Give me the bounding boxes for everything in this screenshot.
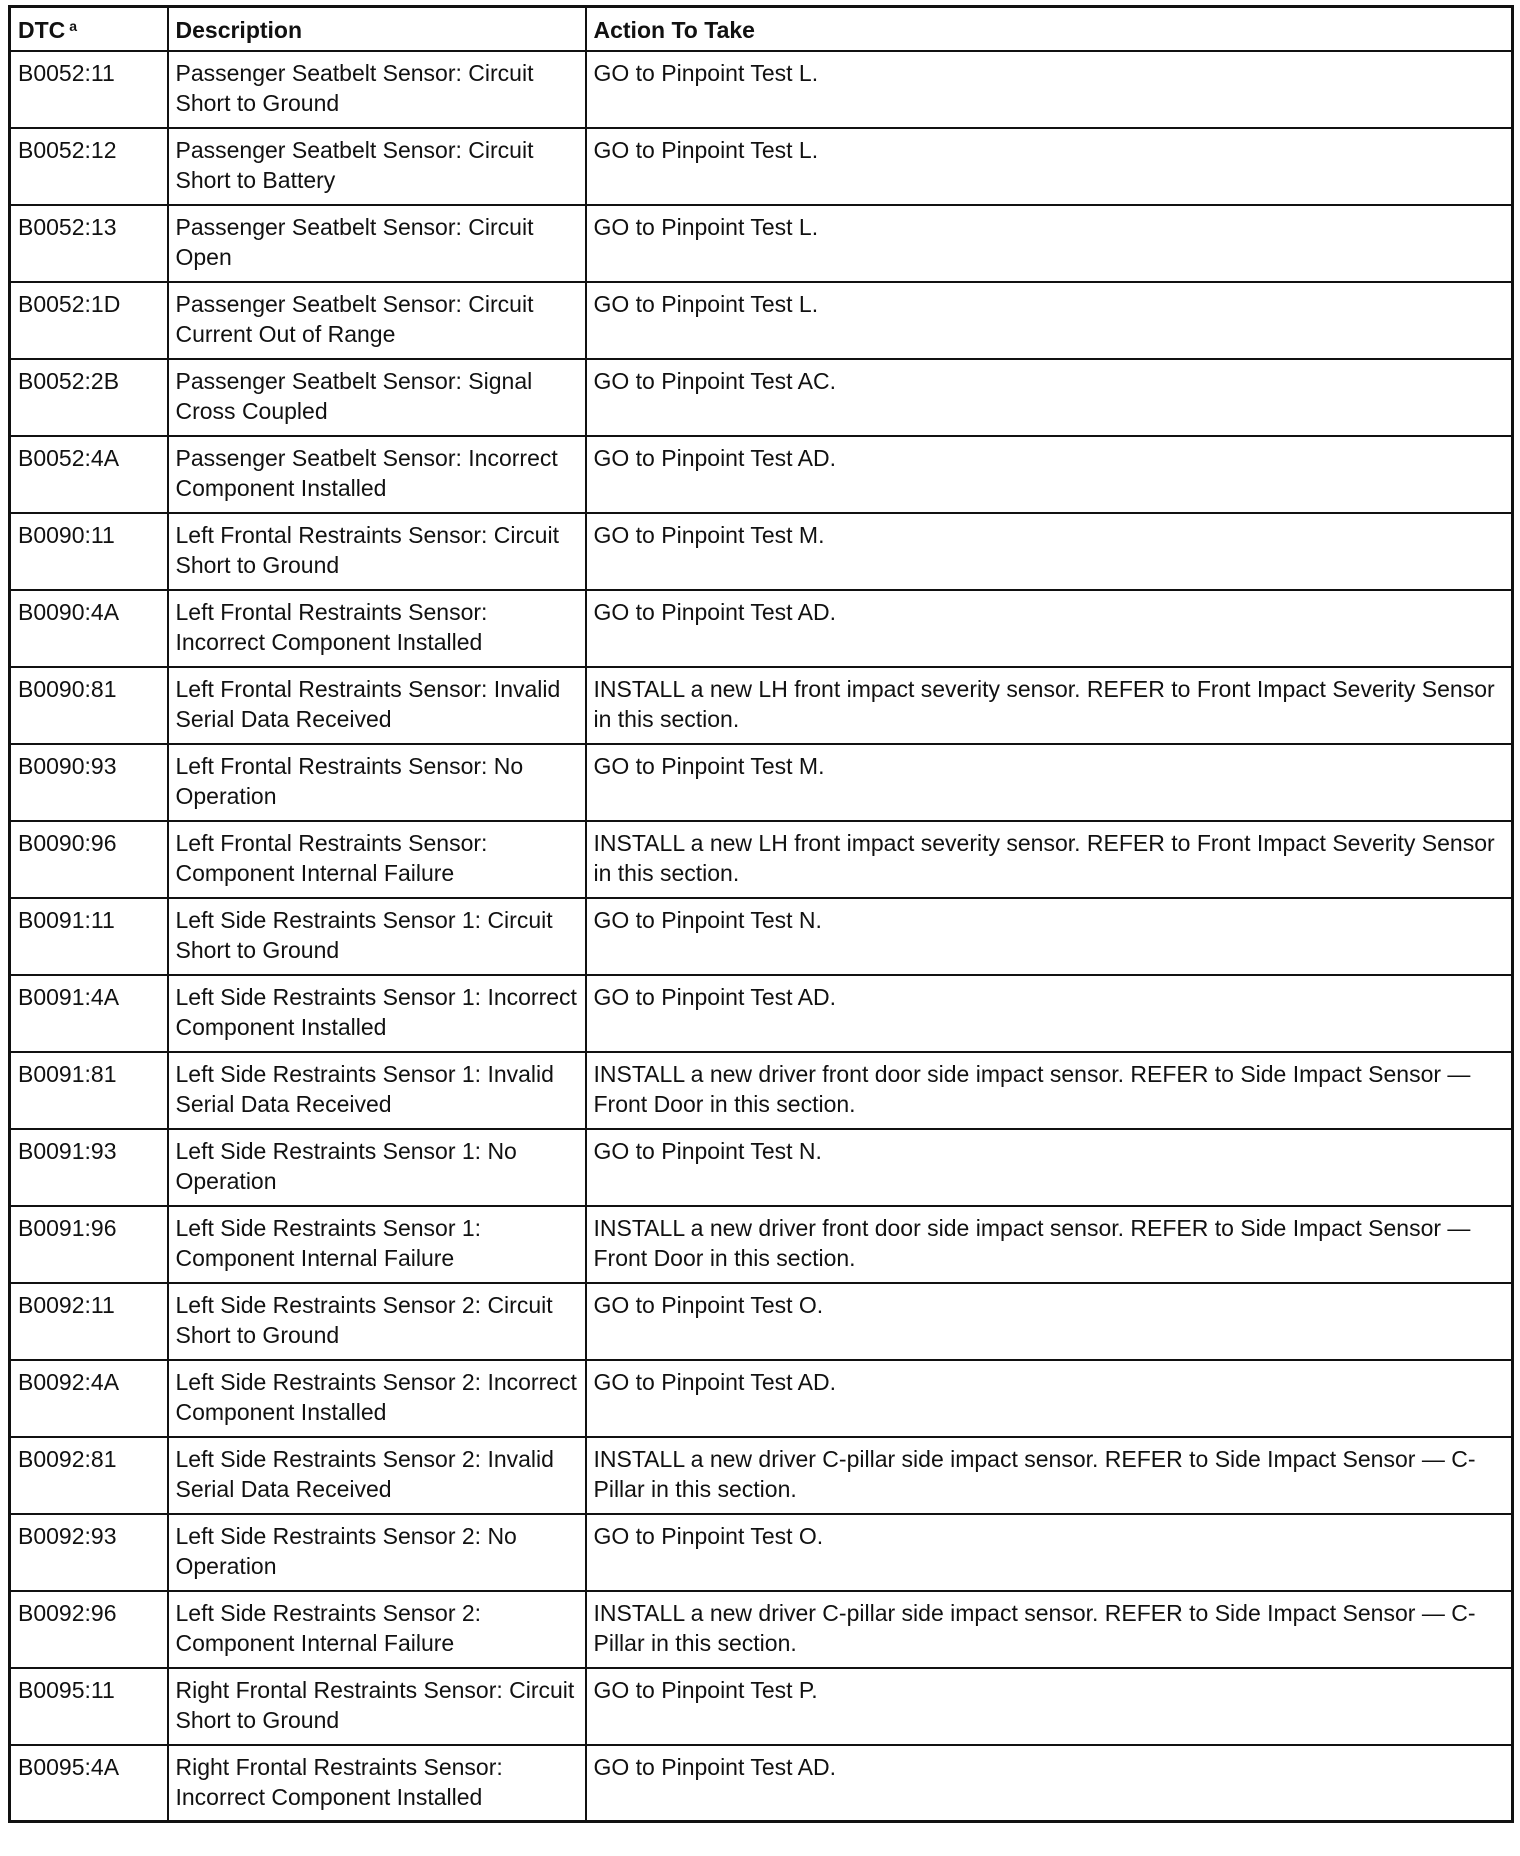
dtc-code-cell: B0092:96 — [10, 1591, 168, 1668]
description-cell: Passenger Seatbelt Sensor: Circuit Short to Ground — [168, 51, 586, 128]
description-cell: Left Side Restraints Sensor 2: Invalid Serial Data Received — [168, 1437, 586, 1514]
action-cell: GO to Pinpoint Test AD. — [586, 590, 1513, 667]
dtc-code-cell: B0052:4A — [10, 436, 168, 513]
dtc-code-cell: B0052:1D — [10, 282, 168, 359]
table-row — [10, 1668, 1513, 1745]
description-cell: Left Side Restraints Sensor 2: Component Internal Failure — [168, 1591, 586, 1668]
dtc-code-cell: B0052:2B — [10, 359, 168, 436]
table-row — [10, 590, 1513, 667]
description-cell: Left Frontal Restraints Sensor: Circuit Short to Ground — [168, 513, 586, 590]
dtc-code-cell: B0091:93 — [10, 1129, 168, 1206]
table-row — [10, 1591, 1513, 1668]
dtc-code-cell: B0091:11 — [10, 898, 168, 975]
description-cell: Right Frontal Restraints Sensor: Circuit Short to Ground — [168, 1668, 586, 1745]
table-row — [10, 1052, 1513, 1129]
dtc-code-cell: B0090:96 — [10, 821, 168, 898]
dtc-code-cell: B0095:4A — [10, 1745, 168, 1822]
action-cell: GO to Pinpoint Test AC. — [586, 359, 1513, 436]
action-cell: GO to Pinpoint Test M. — [586, 513, 1513, 590]
action-cell: GO to Pinpoint Test O. — [586, 1283, 1513, 1360]
table-row — [10, 1360, 1513, 1437]
description-cell: Passenger Seatbelt Sensor: Circuit Short to Battery — [168, 128, 586, 205]
action-cell: INSTALL a new LH front impact severity sensor. REFER to Front Impact Severity Sensor in this section. — [586, 821, 1513, 898]
table-row — [10, 1437, 1513, 1514]
dtc-code-cell: B0092:11 — [10, 1283, 168, 1360]
action-cell: INSTALL a new driver C-pillar side impact sensor. REFER to Side Impact Sensor — C-Pillar in this section. — [586, 1591, 1513, 1668]
action-cell: INSTALL a new driver front door side impact sensor. REFER to Side Impact Sensor — Front Door in this section. — [586, 1052, 1513, 1129]
dtc-code-cell: B0052:12 — [10, 128, 168, 205]
table-row — [10, 282, 1513, 359]
dtc-table-container — [8, 5, 1511, 1823]
dtc-code-cell: B0092:93 — [10, 1514, 168, 1591]
dtc-code-cell: B0090:4A — [10, 590, 168, 667]
header-description: Description — [168, 7, 586, 51]
description-cell: Passenger Seatbelt Sensor: Circuit Open — [168, 205, 586, 282]
table-row — [10, 513, 1513, 590]
dtc-table — [8, 5, 1514, 1823]
table-row — [10, 821, 1513, 898]
description-cell: Left Side Restraints Sensor 1: Invalid Serial Data Received — [168, 1052, 586, 1129]
description-cell: Passenger Seatbelt Sensor: Circuit Current Out of Range — [168, 282, 586, 359]
description-cell: Left Side Restraints Sensor 2: Incorrect Component Installed — [168, 1360, 586, 1437]
dtc-code-cell: B0091:81 — [10, 1052, 168, 1129]
description-cell: Left Side Restraints Sensor 1: No Operation — [168, 1129, 586, 1206]
action-cell: GO to Pinpoint Test P. — [586, 1668, 1513, 1745]
description-cell: Left Side Restraints Sensor 1: Circuit Short to Ground — [168, 898, 586, 975]
dtc-code-cell: B0092:4A — [10, 1360, 168, 1437]
description-cell: Left Frontal Restraints Sensor: Component Internal Failure — [168, 821, 586, 898]
table-row — [10, 359, 1513, 436]
table-row — [10, 205, 1513, 282]
description-cell: Left Frontal Restraints Sensor: No Operation — [168, 744, 586, 821]
table-row — [10, 744, 1513, 821]
action-cell: GO to Pinpoint Test AD. — [586, 975, 1513, 1052]
description-cell: Left Side Restraints Sensor 2: No Operation — [168, 1514, 586, 1591]
dtc-code-cell: B0095:11 — [10, 1668, 168, 1745]
table-row — [10, 1283, 1513, 1360]
action-cell: GO to Pinpoint Test O. — [586, 1514, 1513, 1591]
table-row — [10, 898, 1513, 975]
action-cell: GO to Pinpoint Test N. — [586, 898, 1513, 975]
dtc-code-cell: B0090:93 — [10, 744, 168, 821]
table-row — [10, 128, 1513, 205]
action-cell: GO to Pinpoint Test L. — [586, 205, 1513, 282]
action-cell: GO to Pinpoint Test L. — [586, 282, 1513, 359]
dtc-code-cell: B0090:81 — [10, 667, 168, 744]
description-cell: Left Side Restraints Sensor 2: Circuit Short to Ground — [168, 1283, 586, 1360]
table-row — [10, 51, 1513, 128]
header-dtc — [10, 7, 168, 51]
description-cell: Left Side Restraints Sensor 1: Incorrect Component Installed — [168, 975, 586, 1052]
action-cell: INSTALL a new driver front door side impact sensor. REFER to Side Impact Sensor — Front Door in this section. — [586, 1206, 1513, 1283]
table-row — [10, 1129, 1513, 1206]
header-row — [10, 7, 1513, 51]
dtc-code-cell: B0091:4A — [10, 975, 168, 1052]
dtc-code-cell: B0052:11 — [10, 51, 168, 128]
description-cell: Right Frontal Restraints Sensor: Incorrect Component Installed — [168, 1745, 586, 1822]
table-row — [10, 1514, 1513, 1591]
description-cell: Passenger Seatbelt Sensor: Signal Cross Coupled — [168, 359, 586, 436]
table-header — [10, 7, 1513, 51]
header-dtc-label: DTC — [18, 17, 66, 43]
table-body — [10, 51, 1513, 1822]
table-row — [10, 667, 1513, 744]
description-cell: Passenger Seatbelt Sensor: Incorrect Component Installed — [168, 436, 586, 513]
dtc-code-cell: B0092:81 — [10, 1437, 168, 1514]
description-cell: Left Frontal Restraints Sensor: Invalid Serial Data Received — [168, 667, 586, 744]
action-cell: GO to Pinpoint Test AD. — [586, 1360, 1513, 1437]
dtc-code-cell: B0090:11 — [10, 513, 168, 590]
description-cell: Left Side Restraints Sensor 1: Component Internal Failure — [168, 1206, 586, 1283]
action-cell: GO to Pinpoint Test AD. — [586, 1745, 1513, 1822]
action-cell: GO to Pinpoint Test M. — [586, 744, 1513, 821]
table-row — [10, 436, 1513, 513]
action-cell: GO to Pinpoint Test L. — [586, 128, 1513, 205]
dtc-code-cell: B0052:13 — [10, 205, 168, 282]
dtc-code-cell: B0091:96 — [10, 1206, 168, 1283]
action-cell: GO to Pinpoint Test AD. — [586, 436, 1513, 513]
description-cell: Left Frontal Restraints Sensor: Incorrect Component Installed — [168, 590, 586, 667]
action-cell: GO to Pinpoint Test L. — [586, 51, 1513, 128]
action-cell: INSTALL a new driver C-pillar side impact sensor. REFER to Side Impact Sensor — C-Pillar in this section. — [586, 1437, 1513, 1514]
table-row — [10, 975, 1513, 1052]
action-cell: GO to Pinpoint Test N. — [586, 1129, 1513, 1206]
header-dtc-footnote-marker: a — [69, 18, 78, 34]
table-row — [10, 1206, 1513, 1283]
action-cell: INSTALL a new LH front impact severity sensor. REFER to Front Impact Severity Sensor in this section. — [586, 667, 1513, 744]
table-row — [10, 1745, 1513, 1822]
header-action: Action To Take — [586, 7, 1513, 51]
